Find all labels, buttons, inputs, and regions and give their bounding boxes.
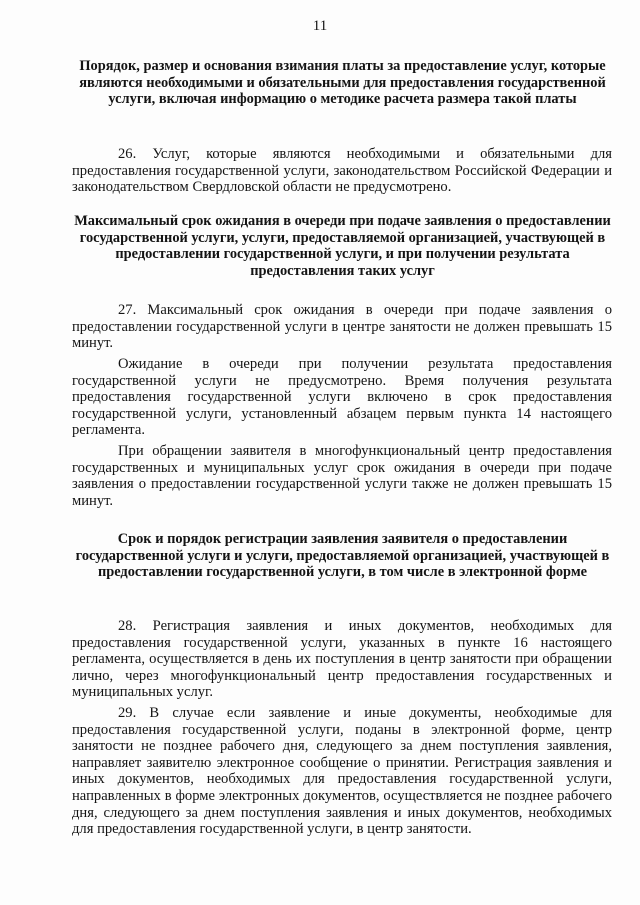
paragraph-27-mfc: При обращении заявителя в многофункциональный центр предоставления государственных и муниципальных услуг срок ожидания в очереди при подаче заявления о предоставлении государственной услуги также не должен превышать 15 минут. xyxy=(72,443,612,509)
paragraph-26: 26. Услуг, которые являются необходимыми и обязательными для предоставления государственной услуги, законодательством Российской Федерации и законодательством Свердловской области не предусмотрено. xyxy=(72,146,612,196)
paragraph-28: 28. Регистрация заявления и иных документов, необходимых для предоставления государственной услуги, указанных в пункте 16 настоящего регламента, осуществляется в день их поступления в центр занятости при обращении лично, через многофункциональный центр предоставления государственных и муниципальных услуг. xyxy=(72,618,612,701)
section-heading-registration: Срок и порядок регистрации заявления заявителя о предоставлении государственной услуги и услуги, предоставляемой организацией, участвующей в предоставлении государственной услуги, в том числе в электронной форме xyxy=(75,531,610,581)
paragraph-27: 27. Максимальный срок ожидания в очереди при подаче заявления о предоставлении государственной услуги в центре занятости не должен превышать 15 минут. xyxy=(72,302,612,352)
page-number: 11 xyxy=(312,18,328,34)
section-heading-queue-time: Максимальный срок ожидания в очереди при подаче заявления о предоставлении государственной услуги, услуги, предоставляемой организацией, участвующей в предоставлении государственной услуги, и при получении результата предоставления таких услуг xyxy=(74,213,611,279)
paragraph-27-waiting: Ожидание в очереди при получении результата предоставления государственной услуги не предусмотрено. Время получения результата предоставления государственной услуги включено в срок предоставления государственной услуги, установленный абзацем первым пункта 14 настоящего регламента. xyxy=(72,356,612,439)
paragraph-29: 29. В случае если заявление и иные документы, необходимые для предоставления государственной услуги, поданы в электронной форме, центр занятости не позднее рабочего дня, следующего за днем поступления заявления, направляет заявителю электронное сообщение о принятии. Регистрация заявления и иных документов, необходимых для предоставления государственной услуги, направленных в форме электронных документов, осуществляется не позднее рабочего дня, следующего за днем поступления заявления и иных документов, необходимых для предоставления государственной услуги, в центр занятости. xyxy=(72,705,612,838)
section-heading-fee: Порядок, размер и основания взимания платы за предоставление услуг, которые являются необходимыми и обязательными для предоставления государственной услуги, включая информацию о методике расчета размера такой платы xyxy=(79,58,606,108)
